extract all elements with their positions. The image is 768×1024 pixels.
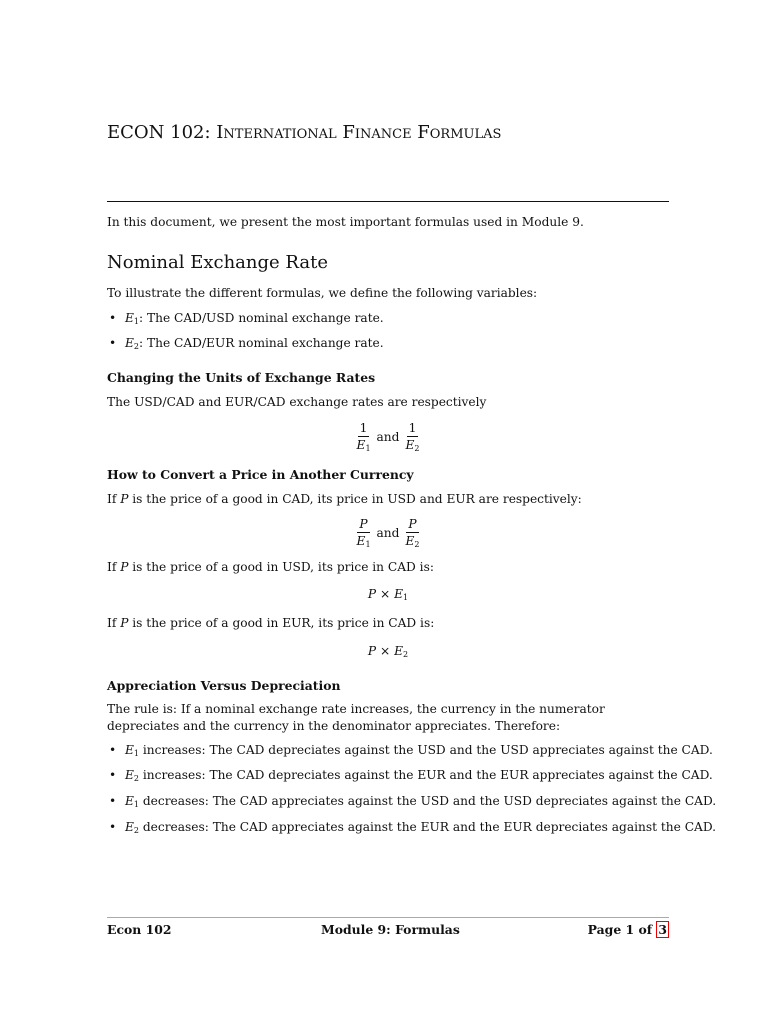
title-main: International Finance Formulas [216, 122, 502, 143]
intro-text: In this document, we present the most important formulas used in Module 9. [107, 215, 584, 229]
subsection-heading-units: Changing the Units of Exchange Rates [107, 370, 376, 385]
list-item: • $E_1$: The CAD/USD nominal exchange rate. [125, 311, 384, 325]
document-title: ECON 102: International Finance Formulas [107, 122, 502, 143]
footer-module: Module 9: Formulas [321, 922, 460, 937]
convert-text-eur: If P is the price of a good in EUR, its price in CAD is: [107, 616, 435, 630]
convert-text-usd: If P is the price of a good in USD, its price in CAD is: [107, 560, 434, 574]
footer-course: Econ 102 [107, 922, 172, 937]
list-item: • $E_2$ increases: The CAD depreciates against the EUR and the EUR appreciates against the CAD. [125, 768, 713, 782]
variables-lead: To illustrate the different formulas, we define the following variables: [107, 286, 538, 300]
convert-text-cad: If P is the price of a good in CAD, its price in USD and EUR are respectively: [107, 492, 582, 506]
list-item: • $E_2$ decreases: The CAD appreciates against the EUR and the EUR depreciates against the CAD. [125, 820, 716, 834]
fraction: $\frac{1}{E_1}$ [356, 421, 371, 453]
total-pages-link[interactable]: 3 [658, 922, 667, 937]
footer-page-number: Page 1 of 3 [587, 922, 667, 937]
list-item: • $E_2$: The CAD/EUR nominal exchange rate. [125, 336, 384, 350]
fraction: $\frac{1}{E_2}$ [405, 421, 420, 453]
fraction: $\frac{P}{E_2}$ [405, 517, 420, 549]
fraction: $\frac{P}{E_1}$ [356, 517, 371, 549]
equation-eur-to-cad: $P \times E_2$ [367, 644, 409, 659]
equation-price-conversion: $\frac{P}{E_1}$ and $\frac{P}{E_2}$ [356, 517, 420, 549]
appreciation-text: The rule is: If a nominal exchange rate increases, the currency in the numerator depreciates and the currency in the denominator appreciates. Therefore: [107, 702, 605, 733]
equation-reciprocal-rates: $\frac{1}{E_1}$ and $\frac{1}{E_2}$ [356, 421, 420, 453]
subsection-heading-convert: How to Convert a Price in Another Currency [107, 467, 414, 482]
list-item: • $E_1$ decreases: The CAD appreciates against the USD and the USD depreciates against the CAD. [125, 794, 716, 808]
equation-usd-to-cad: $P \times E_1$ [367, 587, 409, 602]
title-rule [107, 201, 669, 202]
document-page [107, 0, 717, 1024]
units-text: The USD/CAD and EUR/CAD exchange rates are respectively [107, 395, 487, 409]
section-heading-nominal-exchange-rate: Nominal Exchange Rate [107, 252, 328, 273]
subsection-heading-appreciation: Appreciation Versus Depreciation [107, 678, 341, 693]
footer-rule [107, 917, 669, 918]
list-item: • $E_1$ increases: The CAD depreciates against the USD and the USD appreciates against the CAD. [125, 743, 713, 757]
